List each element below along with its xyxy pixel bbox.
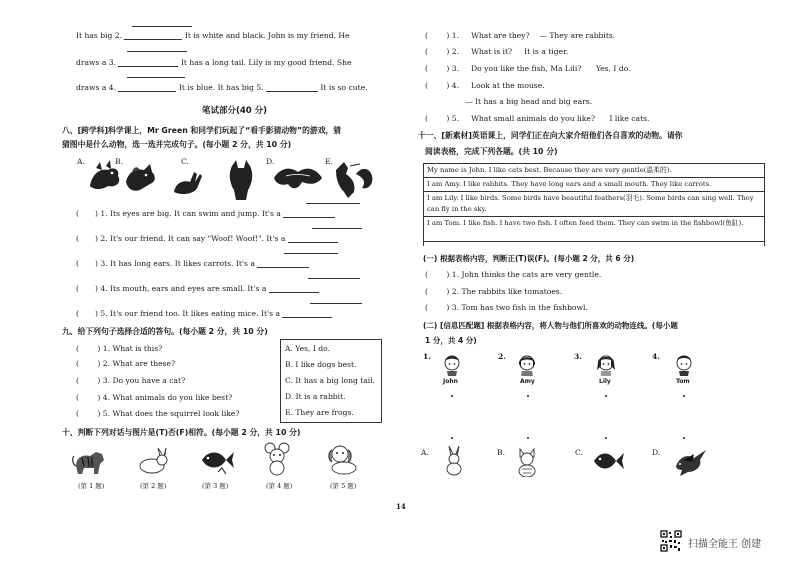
cloze-line-3: draws a 4. It is blue. It has big 5. It is so cute. — [76, 83, 368, 92]
option-letter-c: C. — [181, 157, 189, 166]
list-item: ( ) 1. John thinks the cats are very gentle. — [425, 270, 602, 279]
list-item: ( ) 1. Its eyes are big. It can swim and jump. It's a — [76, 209, 335, 218]
connect-dot[interactable] — [451, 395, 453, 397]
hand-shadow-cat-icon — [226, 160, 256, 200]
option-letter-b: B. — [115, 157, 123, 166]
connect-dot[interactable] — [451, 437, 453, 439]
part2-heading: (二) [信息匹配题] 根据表格内容，将人物与他们所喜欢的动物连线。(每小题 — [423, 321, 678, 330]
answer-option: A. Yes, I do. — [285, 344, 331, 353]
boy-avatar-icon — [442, 354, 462, 376]
animal-letter: A. — [421, 448, 429, 457]
answer-blank-upper — [310, 303, 362, 304]
connect-dot[interactable] — [683, 437, 685, 439]
sec8-heading: 八、[跨学科]科学课上，Mr Green 和同学们玩起了“看手影猜动物”的游戏，猜 — [62, 126, 342, 135]
list-item: ( ) 3. Do you like the fish, Ma Lili? Yes, I do. — [425, 64, 631, 73]
rabbit-icon — [442, 446, 468, 476]
answer-blank[interactable] — [118, 91, 176, 92]
list-item: ( ) 3. Do you have a cat? — [76, 376, 186, 385]
person-name: John — [443, 378, 458, 385]
table-row: I am Tom. I like fish. I have two fish. I often feed them. They can swim in the fishbowl(鱼缸). — [424, 217, 764, 242]
mouse-icon — [262, 442, 292, 476]
connect-dot[interactable] — [683, 395, 685, 397]
qr-code-icon — [660, 530, 682, 552]
bird-icon — [672, 446, 708, 476]
answer-blank[interactable] — [283, 217, 335, 218]
answer-blank-upper — [284, 253, 338, 254]
list-item: ( ) 3. It has long ears. It likes carrots. It's a — [76, 259, 309, 268]
person-name: Amy — [520, 378, 535, 385]
connect-dot[interactable] — [527, 395, 529, 397]
girl-avatar-icon — [595, 354, 617, 376]
hand-shadow-mouse-icon — [272, 164, 324, 192]
answer-blank[interactable] — [266, 91, 318, 92]
hand-shadow-bird-icon — [330, 160, 376, 198]
answer-blank[interactable] — [124, 39, 182, 40]
answer-option: E. They are frogs. — [285, 408, 354, 417]
sec9-heading: 九、给下列句子选择合适的答句。(每小题 2 分，共 10 分) — [62, 327, 268, 336]
picture-caption: (第 2 题) — [140, 482, 167, 490]
written-section-title: 笔试部分(40 分) — [202, 106, 268, 116]
dialog-reply: — It has a big head and big ears. — [465, 97, 593, 106]
list-item: ( ) 2. What is it? It is a tiger. — [425, 47, 569, 56]
answer-blank-upper — [132, 26, 192, 27]
animal-letter: D. — [652, 448, 661, 457]
list-item: ( ) 1. What are they? — They are rabbits. — [425, 31, 616, 40]
list-item: ( ) 5. What does the squirrel look like? — [76, 409, 240, 418]
picture-caption: (第 1 题) — [78, 482, 105, 490]
list-item: ( ) 4. What animals do you like best? — [76, 393, 233, 402]
option-letter-e: E. — [325, 157, 333, 166]
dog-icon — [326, 442, 360, 476]
list-item: ( ) 2. The rabbits like tomatoes. — [425, 287, 563, 296]
picture-caption: (第 5 题) — [330, 482, 357, 490]
part2-heading-2: 1 分，共 4 分) — [425, 336, 477, 345]
list-item: ( ) 5. It's our friend too. It likes eating mice. It's a — [76, 309, 332, 318]
person-number: 1. — [423, 352, 431, 361]
watermark-text: 扫描全能王 创建 — [688, 539, 762, 550]
list-item: ( ) 2. What are these? — [76, 359, 176, 368]
answer-blank-upper — [306, 203, 360, 204]
picture-caption: (第 3 题) — [202, 482, 229, 490]
person-number: 2. — [498, 352, 506, 361]
hand-shadow-dog-icon — [124, 162, 158, 192]
fish-icon — [590, 448, 624, 474]
table-row: My name is John. I like cats best. Because they are very gentle(温柔的). — [424, 164, 764, 178]
answer-blank[interactable] — [118, 66, 178, 67]
sec10-heading: 十、判断下列对话与图片是(T)否(F)相符。(每小题 2 分，共 10 分) — [62, 428, 301, 437]
list-item: ( ) 5. What small animals do you like? I like cats. — [425, 114, 650, 123]
list-item: ( ) 4. Its mouth, ears and eyes are small. It's a — [76, 284, 319, 293]
cat-icon — [514, 447, 540, 477]
sec8-heading-2: 猜图中是什么动物，选一选并完成句子。(每小题 2 分，共 10 分) — [62, 140, 292, 149]
cloze-line-2: draws a 3. It has a long tail. Lily is my good friend. She — [76, 58, 352, 67]
answer-option: C. It has a big long tail. — [285, 376, 376, 385]
cloze-line-1: It has big 2. It is white and black. John is my friend. He — [76, 31, 350, 40]
connect-dot[interactable] — [605, 395, 607, 397]
girl-avatar-icon — [516, 354, 538, 376]
person-name: Lily — [599, 378, 611, 385]
connect-dot[interactable] — [605, 437, 607, 439]
person-name: Tom — [676, 378, 690, 385]
table-row: I am Amy. I like rabbits. They have long ears and a small mouth. They like carrots. — [424, 178, 764, 192]
answer-option: B. I like dogs best. — [285, 360, 357, 369]
answer-blank[interactable] — [282, 317, 332, 318]
answer-blank[interactable] — [288, 242, 338, 243]
answer-option: D. It is a rabbit. — [285, 392, 346, 401]
intro-table — [423, 163, 765, 246]
answer-blank-upper — [312, 228, 362, 229]
answer-blank-upper — [127, 77, 185, 78]
boy-avatar-icon — [674, 354, 694, 376]
option-letter-d: D. — [266, 157, 275, 166]
list-item: ( ) 1. What is this? — [76, 344, 163, 353]
animal-letter: C. — [575, 448, 583, 457]
page-number: 14 — [396, 502, 406, 511]
answer-blank[interactable] — [269, 292, 319, 293]
picture-caption: (第 4 题) — [266, 482, 293, 490]
rabbit-icon — [136, 448, 170, 474]
sec11-heading-2: 阅读表格，完成下列各题。(共 10 分) — [425, 147, 558, 156]
animal-letter: B. — [497, 448, 505, 457]
option-letter-a: A. — [77, 157, 85, 166]
person-number: 4. — [652, 352, 660, 361]
answer-blank-upper — [127, 51, 187, 52]
sec9-answer-box — [280, 339, 382, 423]
tiger-icon — [72, 446, 108, 476]
list-item: ( ) 3. Tom has two fish in the fishbowl. — [425, 303, 588, 312]
answer-blank[interactable] — [257, 267, 309, 268]
person-number: 3. — [574, 352, 582, 361]
fish-icon — [198, 446, 234, 474]
hand-shadow-rabbit-icon — [170, 168, 204, 196]
table-row: I am Lily. I like birds. Some birds have beautiful feathers(羽毛). Some birds can sing well. They can fly in the sky. — [424, 192, 764, 217]
part1-heading: (一) 根据表格内容，判断正(T)误(F)。(每小题 2 分，共 6 分) — [423, 254, 635, 263]
list-item: ( ) 2. It's our friend. It can say "Woof! Woof!". It's a — [76, 234, 338, 243]
connect-dot[interactable] — [527, 437, 529, 439]
list-item: ( ) 4. Look at the mouse. — [425, 81, 545, 90]
sec11-heading: 十一、[新素材]英语课上，同学们正在向大家介绍他们各自喜欢的动物。请你 — [418, 131, 683, 140]
answer-blank-upper — [308, 278, 360, 279]
